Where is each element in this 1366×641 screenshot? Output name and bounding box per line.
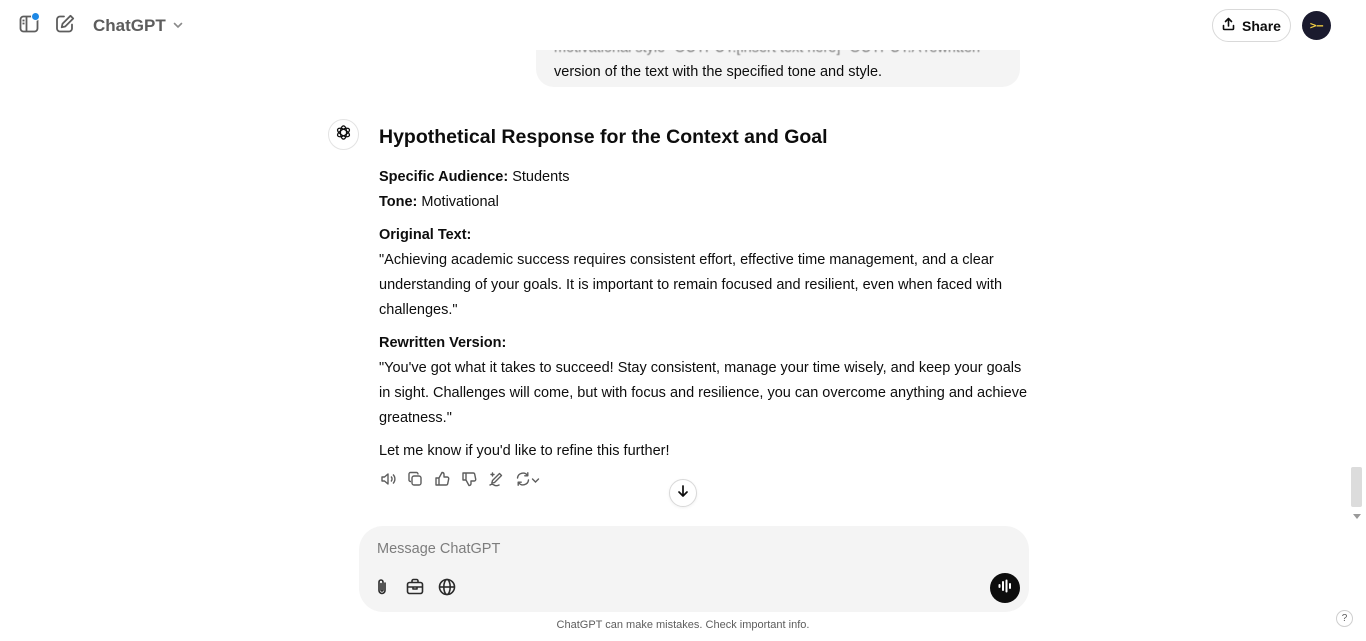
good-response-button[interactable] <box>433 471 451 491</box>
globe-icon <box>437 577 457 602</box>
notification-dot <box>31 12 40 21</box>
toolbox-icon <box>405 577 425 602</box>
rewritten-text-line: in sight. Challenges will come, but with focus and resilience, you can overcome anything and achieve <box>379 385 1028 401</box>
user-avatar[interactable] <box>1302 11 1331 40</box>
share-upload-icon <box>1222 17 1235 34</box>
voice-mode-button[interactable] <box>990 573 1020 603</box>
edit-canvas-icon <box>488 471 505 492</box>
web-search-button[interactable] <box>435 577 459 601</box>
model-selector[interactable] <box>93 13 184 39</box>
bad-response-button[interactable] <box>460 471 478 491</box>
help-button[interactable] <box>1336 610 1353 627</box>
audience-line <box>379 165 1029 190</box>
voice-wave-icon <box>997 578 1013 599</box>
scroll-arrow-down-icon[interactable] <box>1353 514 1361 520</box>
user-message-line: version of the text with the specified tone and style. <box>554 64 883 80</box>
chevron-down-icon <box>172 16 184 36</box>
rewritten-text-line: greatness." <box>379 410 452 426</box>
original-text-line: challenges." <box>379 302 458 318</box>
tools-button[interactable] <box>403 577 427 601</box>
rewritten-label: Rewritten Version: <box>379 335 507 351</box>
rewritten-text-line: "You've got what it takes to succeed! Stay consistent, manage your time wisely, and keep your goals <box>379 360 1022 376</box>
original-label: Original Text: <box>379 227 472 243</box>
scrollbar-thumb[interactable] <box>1351 467 1362 507</box>
copy-icon <box>407 471 423 492</box>
model-name: ChatGPT <box>93 16 166 35</box>
regenerate-button[interactable] <box>514 471 540 491</box>
scroll-to-bottom-button[interactable] <box>669 479 697 507</box>
share-label: Share <box>1242 17 1281 34</box>
page-scrollbar[interactable] <box>1348 52 1366 522</box>
speaker-icon <box>380 471 397 492</box>
thumbs-down-icon <box>461 471 477 492</box>
thumbs-up-icon <box>434 471 450 492</box>
response-actions <box>379 471 540 491</box>
original-text-line: "Achieving academic success requires consistent effort, effective time management, and a clear <box>379 252 994 268</box>
tone-line <box>379 190 1029 215</box>
sidebar-toggle-button[interactable] <box>17 14 41 38</box>
regenerate-icon <box>515 471 531 492</box>
message-input[interactable] <box>375 538 975 560</box>
closing-line: Let me know if you'd like to refine this further! <box>379 443 670 459</box>
share-button[interactable] <box>1212 9 1291 42</box>
assistant-avatar <box>328 119 359 150</box>
header-mask <box>536 0 1020 50</box>
edit-in-canvas-button[interactable] <box>487 471 505 491</box>
help-label: ? <box>1341 613 1348 624</box>
openai-logo-icon <box>334 123 353 147</box>
attach-button[interactable] <box>370 577 394 601</box>
copy-button[interactable] <box>406 471 424 491</box>
audience-label: Specific Audience: <box>379 169 509 185</box>
chevron-down-icon <box>531 472 540 490</box>
response-heading: Hypothetical Response for the Context and Goal <box>379 126 828 148</box>
new-chat-button[interactable] <box>53 14 77 38</box>
avatar-text: >– <box>1309 19 1324 32</box>
message-composer <box>359 526 1029 612</box>
disclaimer-text: ChatGPT can make mistakes. Check important info. <box>556 619 810 631</box>
assistant-response <box>379 122 1029 464</box>
new-chat-icon <box>54 13 76 40</box>
audience-value: Students <box>508 169 570 185</box>
tone-label: Tone: <box>379 194 418 210</box>
tone-value: Motivational <box>417 194 499 210</box>
paperclip-icon <box>372 577 392 602</box>
read-aloud-button[interactable] <box>379 471 397 491</box>
original-text-line: understanding of your goals. It is important to remain focused and resilient, even when faced with <box>379 277 1003 293</box>
arrow-down-icon <box>676 484 690 503</box>
